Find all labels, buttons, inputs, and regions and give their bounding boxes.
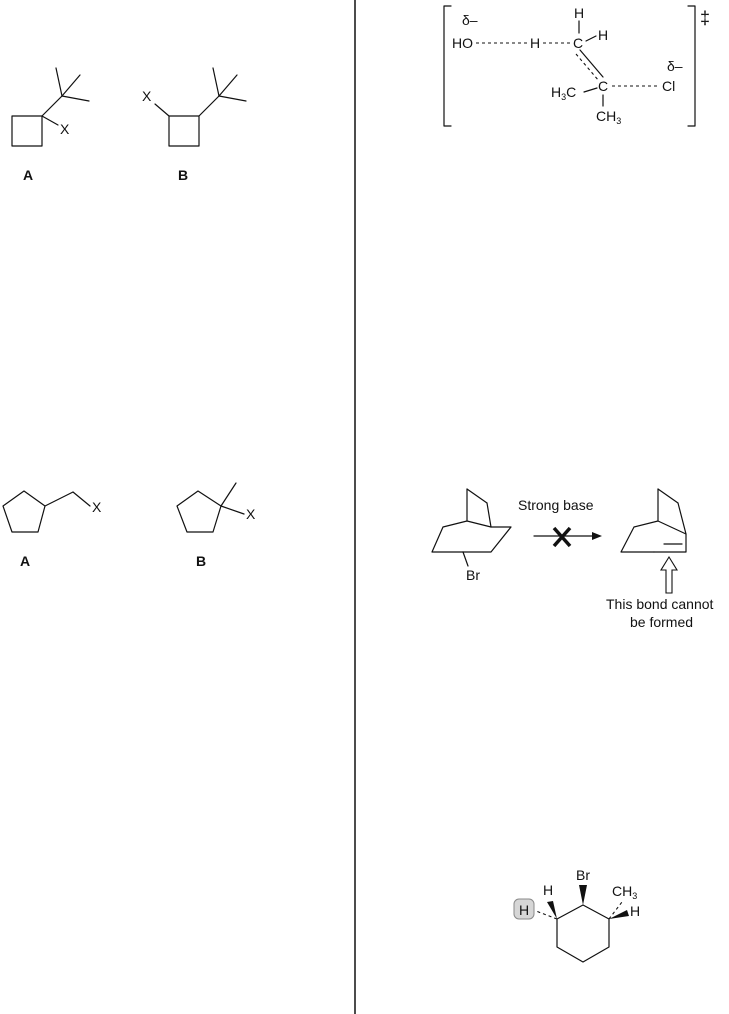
dagger-symbol: ‡ [700,8,711,28]
cyclohexane-derivative [514,867,640,962]
hollow-up-arrow [661,557,677,593]
cyclopentane-a [3,491,102,532]
methyl-left: $H_3C$ [551,84,577,102]
label-b-bottom: B [196,553,207,569]
cyclopentane-a-substituent: X [92,499,102,515]
cyclobutane-b [142,68,246,146]
strong-base-label: Strong base [518,497,594,513]
cyclopentane-b-substituent: X [246,506,256,522]
label-a-bottom: A [20,553,31,569]
cyclopentane-b [177,483,256,532]
note-line-1: This bond cannot [606,596,714,612]
hydrogen-top-left-ring: H [543,882,554,898]
cyclobutane-b-substituent: X [142,88,152,104]
bicyclooctane-bromide [432,489,511,583]
hydrogen-up: H [574,5,585,21]
bicyclooctene-product [621,489,686,552]
hydrogen-right-ring: H [630,903,641,919]
methyl-bottom: $CH_3$ [596,108,622,126]
hydroxide-label: HO [452,35,473,51]
cyclobutane-a-substituent: X [60,121,70,137]
delta-minus-chlorine: δ– [667,58,683,74]
cyclobutane-a [12,68,89,146]
transferring-hydrogen: H [530,35,541,51]
methyl-ring: $CH_3$ [612,883,638,901]
transition-state [444,5,710,126]
delta-minus-oxygen: δ– [462,12,478,28]
hydrogen-highlighted: H [519,902,530,918]
label-a-top: A [23,167,34,183]
carbon-middle: C [598,78,609,94]
bromine-label-bicyclic: Br [466,567,480,583]
note-line-2: be formed [630,614,694,630]
blocked-elimination-arrow [518,497,602,546]
hydrogen-right: H [598,27,609,43]
carbon-top: C [573,35,584,51]
bromine-label-ring: Br [576,867,590,883]
chlorine-label: Cl [662,78,676,94]
label-b-top: B [178,167,189,183]
